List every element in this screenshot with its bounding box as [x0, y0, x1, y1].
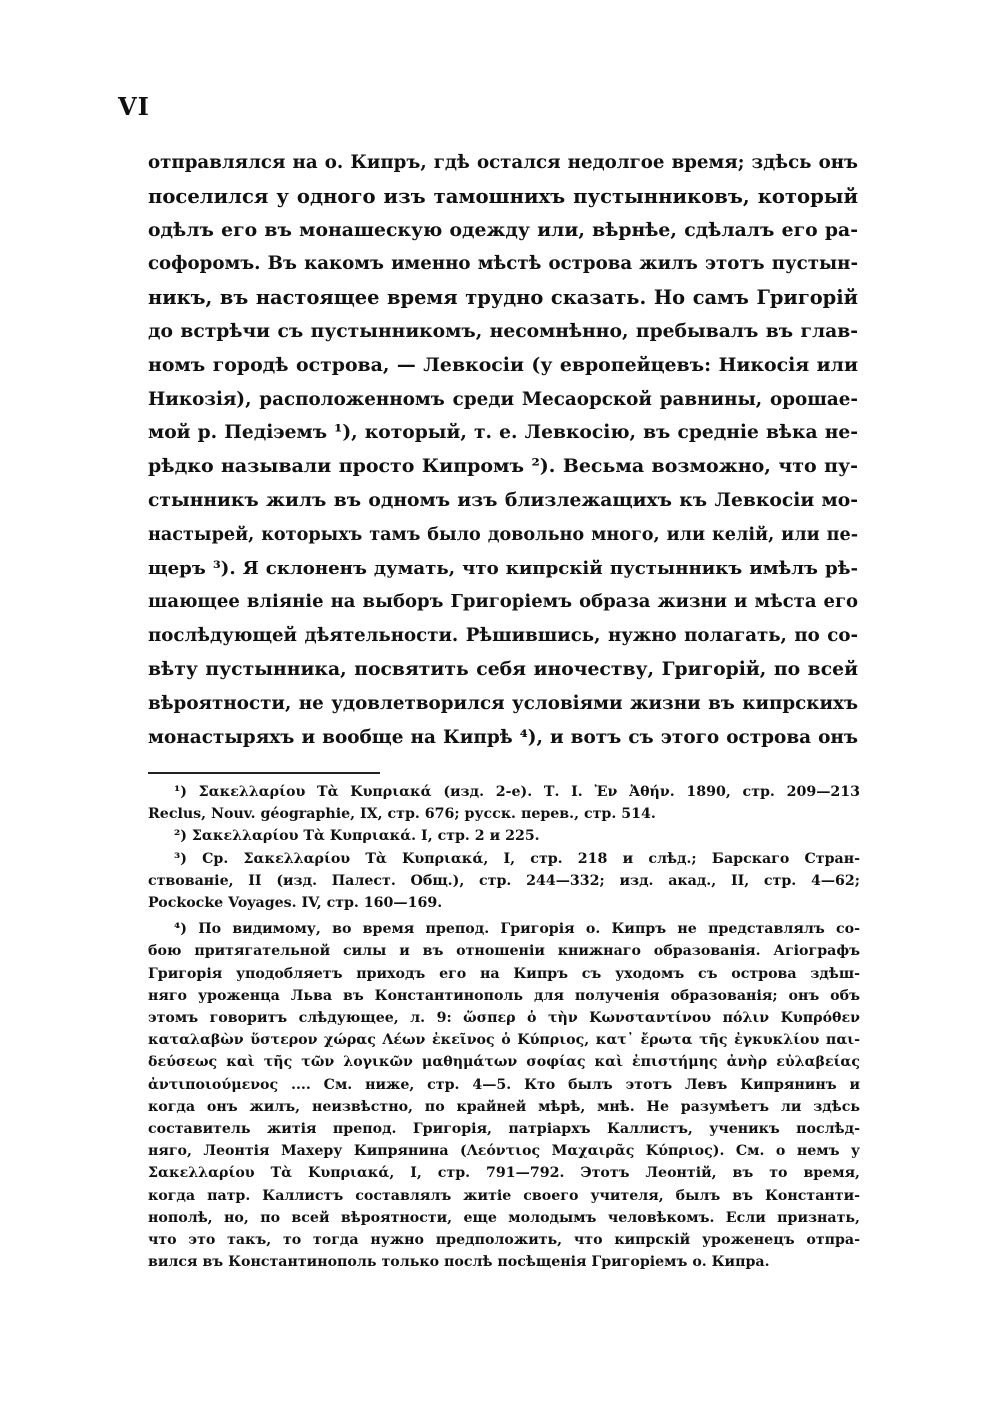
footnote-line: когда онъ жилъ, неизвѣстно, по крайней мѣрѣ, мнѣ. Не разумѣетъ ли здѣсь [148, 1098, 860, 1115]
footnote-line: Pockocke Voyages. IV, стр. 160—169. [148, 895, 443, 912]
footnote-line: что это такъ, то тогда нужно предположить, что кипрскій уроженецъ отпра- [148, 1232, 860, 1249]
footnote-3 [148, 848, 860, 915]
footnote-line: ⁴) По видимому, во время препод. Григорія о. Кипръ не представлялъ со- [174, 921, 860, 938]
body-line: до встрѣчи съ пустынникомъ, несомнѣнно, пребывалъ въ глав- [148, 319, 858, 342]
footnote-line: бою притягательной силы и въ отношеніи книжнаго образованія. Агіографъ [148, 943, 860, 960]
footnote-line: δεύσεως καὶ τῆς τῶν λογικῶν μαθημάτων σοφίας καὶ ἐπιστήμης ἀνὴρ εὐλαβείας [148, 1054, 860, 1071]
footnote-line: ἀντιποιούμενος .... См. ниже, стр. 4—5. Кто былъ этотъ Левъ Кипрянинъ и [148, 1076, 860, 1093]
body-line: никъ, въ настоящее время трудно сказать. Но самъ Григорій [148, 286, 858, 310]
footnote-line: вился въ Константинополь только послѣ посѣщенія Григоріемъ о. Кипра. [148, 1254, 770, 1271]
body-line: номъ городѣ острова, — Левкосіи (у европейцевъ: Никосія или [148, 353, 858, 376]
footnote-separator [148, 772, 380, 774]
body-line: стынникъ жилъ въ одномъ изъ близлежащихъ къ Левкосіи мо- [148, 488, 858, 511]
body-line: настырей, которыхъ тамъ было довольно много, или келій, или пе- [148, 523, 858, 545]
footnote-2 [148, 825, 860, 847]
footnote-line: этомъ говоритъ слѣдующее, л. 9: ὥσπερ ὁ τὴν Κωνσταντίνου πόλιν Κυπρόθεν [148, 1010, 860, 1027]
page-number: VI [118, 92, 150, 121]
body-line: монастыряхъ и вообще на Кипрѣ ⁴), и вотъ съ этого острова онъ [148, 726, 858, 748]
body-line: шающее вліяніе на выборъ Григоріемъ образа жизни и мѣста его [148, 591, 858, 613]
footnote-line: ствованіе, II (изд. Палест. Общ.), стр. 244—332; изд. акад., II, стр. 4—62; [148, 872, 860, 889]
body-line: щеръ ³). Я склоненъ думать, что кипрскій пустынникъ имѣлъ рѣ- [148, 557, 858, 579]
footnote-line: когда патр. Каллистъ составлялъ житіе своего учителя, былъ въ Константи- [148, 1187, 860, 1204]
body-line: отправлялся на о. Кипръ, гдѣ остался недолгое время; здѣсь онъ [148, 152, 858, 173]
footnote-line: няго уроженца Льва въ Константинополь для полученія образованія; онъ объ [148, 987, 860, 1004]
footnote-line: Σακελλαρίου Τὰ Κυπριακά, I, стр. 791—792. Этотъ Леонтій, въ то время, [148, 1165, 860, 1182]
body-line: Никозія), расположенномъ среди Месаорской равнины, орошае- [148, 388, 858, 410]
main-text [148, 146, 858, 754]
body-line: вѣту пустынника, посвятить себя иночеству, Григорій, по всей [148, 657, 858, 680]
footnote-line: составитель житія препод. Григорія, патріархъ Каллистъ, ученикъ послѣд- [148, 1121, 860, 1138]
footnote-line: нополѣ, но, по всей вѣроятности, еще молодымъ человѣкомъ. Если признать, [148, 1209, 860, 1226]
footnote-line: καταλαβὼν ὕστερον χώρας Λέων ἐκεῖνος ὁ Κύπριος, κατ᾽ ἔρωτα τῆς ἐγκυκλίου παι- [148, 1032, 860, 1049]
footnote-line: няго, Леонтія Махеру Кипрянина (Λεόντιος Μαχαιρᾶς Κύπριος). См. о немъ у [148, 1143, 860, 1160]
footnote-line: ¹) Σακελλαρίου Τὰ Κυπριακά (изд. 2-е). Т. I. Ἐν Ἀθήν. 1890, стр. 209—213 [174, 784, 860, 800]
footnote-line: ²) Σακελλαρίου Τὰ Κυπριακά. I, стр. 2 и 225. [174, 828, 540, 845]
body-line: рѣдко называли просто Кипромъ ²). Весьма возможно, что пу- [148, 455, 858, 478]
footnotes [148, 781, 860, 1273]
body-line: вѣроятности, не удовлетворился условіями жизни въ кипрскихъ [148, 692, 858, 714]
body-line: поселился у одного изъ тамошнихъ пустынниковъ, который [148, 184, 858, 208]
footnote-line: Григорія уподобляетъ приходъ его на Кипръ съ уходомъ съ острова здѣш- [148, 965, 860, 982]
body-line: одѣлъ его въ монашескую одежду или, вѣрнѣе, сдѣлалъ его ра- [148, 218, 858, 241]
body-line: софоромъ. Въ какомъ именно мѣстѣ острова жилъ этотъ пустын- [148, 253, 858, 275]
footnote-4 [148, 918, 860, 1273]
footnote-line: Reclus, Nouv. géographie, IX, стр. 676; русск. перев., стр. 514. [148, 806, 656, 823]
footnote-1 [148, 781, 860, 825]
body-line: мой р. Педіэемъ ¹), который, т. е. Левкосію, въ средніе вѣка не- [148, 421, 858, 444]
footnote-line: ³) Ср. Σακελλαρίου Τὰ Κυπριακά, I, стр. 218 и слѣд.; Барскаго Стран- [174, 850, 860, 867]
body-line: послѣдующей дѣятельности. Рѣшившись, нужно полагать, по со- [148, 625, 858, 647]
